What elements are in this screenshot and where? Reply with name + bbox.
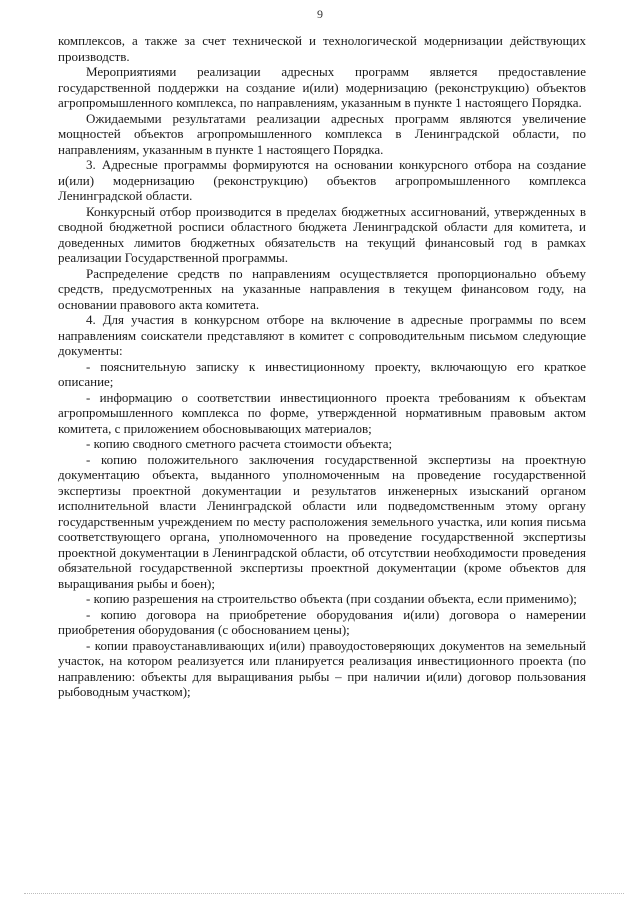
paragraph: Мероприятиями реализации адресных программ является предоставление государственной поддержки на создание и(или) модернизацию (реконструкцию) объектов агропромышленного комплекса, по направлениям, указанным в пункте 1 настоящего Порядка. xyxy=(58,64,586,110)
document-body xyxy=(58,33,586,700)
list-item: - копию сводного сметного расчета стоимости объекта; xyxy=(86,436,393,451)
list-item: - копию разрешения на строительство объекта (при создании объекта, если применимо); xyxy=(86,591,577,606)
paragraph: 4. Для участия в конкурсном отборе на включение в адресные программы по всем направлениям соискатели представляют в комитет с сопроводительным письмом следующие документы: xyxy=(58,312,586,358)
paragraph: Конкурсный отбор производится в пределах бюджетных ассигнований, утвержденных в сводной бюджетной росписи областного бюджета Ленинградской области для комитета, и доведенных лимитов бюджетных обязательств на текущий финансовый год в рамках реализации Государственной программы. xyxy=(58,203,586,265)
paragraph: Распределение средств по направлениям осуществляется пропорционально объему средств, предусмотренных на указанные направления в текущем финансовом году, на основании правового акта комитета. xyxy=(58,265,586,312)
paragraph: Ожидаемыми результатами реализации адресных программ являются увеличение мощностей объектов агропромышленного комплекса в Ленинградской области, по направлениям, указанным в пункте 1 настоящего Порядка. xyxy=(58,110,586,157)
list-item: - пояснительную записку к инвестиционному проекту, включающую его краткое описание; xyxy=(58,358,586,389)
paragraph: комплексов, а также за счет технической и технологической модернизации действующих производств. xyxy=(58,33,586,64)
scan-bottom-rule xyxy=(24,893,624,894)
list-item: - копии правоустанавливающих и(или) правоудостоверяющих документов на земельный участок, на котором реализуется или планируется реализация инвестиционного проекта (по направлению: объекты для выращивания рыбы – при наличии и(или) договор пользования рыбоводным участком); xyxy=(58,637,586,699)
list-item: - копию договора на приобретение оборудования и(или) договора о намерении приобретения оборудования (с обоснованием цены); xyxy=(58,606,586,637)
list-item: - информацию о соответствии инвестиционного проекта требованиям к объектам агропромышленного комплекса по форме, утвержденной нормативным правовым актом комитета, с приложением обосновывающих материалов; xyxy=(58,389,586,436)
list-item: - копию положительного заключения государственной экспертизы на проектную документацию объекта, выданного уполномоченным на проведение государственной экспертизы проектной документации и результатов инженерных изысканий органом исполнительной власти Ленинградской области или подведомственным этому органу государственным учреждением по месту расположения земельного участка, или копия письма соответствующего органа, уполномоченного на проведение государственной экспертизы проектной документации в Ленинградской области, об отсутствии необходимости проведения обязательной государственной экспертизы проектной документации (кроме объектов для выращивания рыбы и боен); xyxy=(58,451,586,591)
paragraph: 3. Адресные программы формируются на основании конкурсного отбора на создание и(или) модернизацию (реконструкцию) объектов агропромышленного комплекса Ленинградской области. xyxy=(58,157,586,203)
page-number: 9 xyxy=(317,7,323,21)
